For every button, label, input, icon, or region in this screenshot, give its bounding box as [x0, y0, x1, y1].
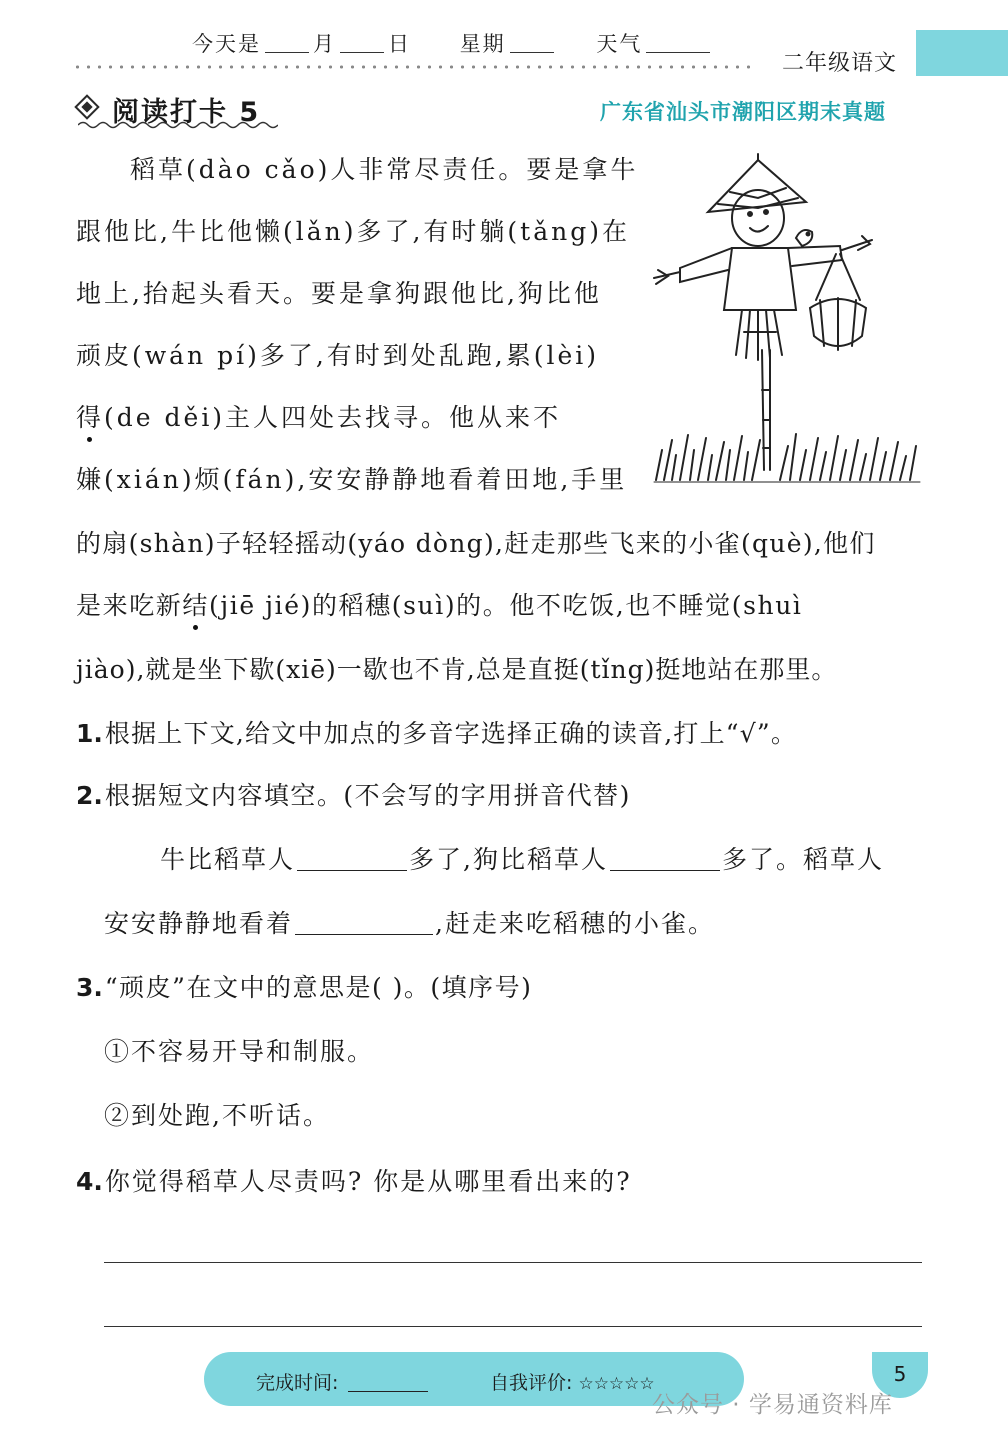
passage-line: 嫌(xián)烦(fán),安安静静地看着田地,手里: [76, 465, 628, 494]
completion-time-label: 完成时间:: [256, 1372, 339, 1394]
question-number: 2.: [76, 781, 103, 810]
passage-line: 稻草(dào cǎo)人非常尽责任。要是拿牛: [130, 155, 639, 184]
passage-line-rest: (de děi)主人四处去找寻。他从来不: [104, 403, 562, 432]
date-line: [192, 28, 714, 58]
polyphonic-char-jie: 结: [182, 591, 210, 620]
passage-line: jiào),就是坐下歇(xiē)一歇也不肯,总是直挺(tǐng)挺地站在那里。: [76, 655, 838, 684]
option-1[interactable]: ①不容易开导和制服。: [104, 1037, 375, 1066]
day-label: 日: [388, 32, 411, 56]
answer-blank[interactable]: [295, 934, 433, 935]
fill-text: 安安静静地看着: [104, 909, 294, 938]
diamond-icon: [74, 94, 99, 119]
fill-text: 多了,狗比稻草人: [409, 845, 608, 874]
weather-blank[interactable]: [646, 52, 710, 53]
today-label: 今天是: [192, 32, 261, 56]
completion-time: [256, 1368, 430, 1395]
passage-line: 跟他比,牛比他懒(lǎn)多了,有时躺(tǎng)在: [76, 217, 630, 246]
month-label: 月: [313, 32, 336, 56]
question-1: [76, 718, 797, 750]
passage-line: 的扇(shàn)子轻轻摇动(yáo dòng),赶走那些飞来的小雀(què),他们: [76, 529, 876, 558]
wavy-underline: [78, 120, 278, 130]
fill-text: 牛比稻草人: [160, 845, 296, 874]
question-text: 根据上下文,给文中加点的多音字选择正确的读音,打上“√”。: [104, 719, 798, 748]
question-text: “顽皮”在文中的意思是( )。(填序号): [104, 973, 533, 1002]
weekday-blank[interactable]: [510, 52, 554, 53]
question-3: [76, 972, 532, 1004]
answer-blank[interactable]: [610, 870, 720, 871]
passage-line-a: 是来吃新: [76, 591, 183, 620]
polyphonic-char-de: 得: [76, 403, 105, 432]
page-number: 5: [893, 1362, 907, 1386]
scarecrow-illustration: [650, 150, 925, 490]
grade-label: 二年级语文: [780, 46, 907, 77]
fill-line-1: [160, 844, 884, 876]
answer-line[interactable]: [104, 1326, 922, 1327]
fill-line-2: [104, 908, 715, 940]
completion-time-blank[interactable]: [348, 1391, 428, 1392]
fill-text: ,赶走来吃稻穗的小雀。: [435, 909, 715, 938]
month-blank[interactable]: [265, 52, 309, 53]
weather-label: 天气: [596, 32, 643, 56]
passage-line: [76, 402, 561, 434]
weekday-label: 星期: [459, 32, 506, 56]
question-2: [76, 780, 631, 812]
fill-text: 多了。稻草人: [721, 845, 884, 874]
passage-line: [76, 590, 803, 622]
watermark: 公众号 · 学易通资料库: [652, 1392, 893, 1418]
grade-tab: [916, 30, 1008, 76]
passage-line-b: (jiē jié)的稻穗(suì)的。他不吃饭,也不睡觉(shuì: [209, 591, 803, 620]
source-label: 广东省汕头市潮阳区期末真题: [600, 100, 886, 124]
dotted-divider: [72, 64, 752, 70]
question-text: 你觉得稻草人尽责吗? 你是从哪里看出来的?: [104, 1167, 632, 1196]
day-blank[interactable]: [340, 52, 384, 53]
answer-blank[interactable]: [297, 870, 407, 871]
star-rating-icon[interactable]: ☆☆☆☆☆: [578, 1374, 655, 1394]
passage-line: 地上,抬起头看天。要是拿狗跟他比,狗比他: [76, 279, 602, 308]
question-number: 4.: [76, 1167, 103, 1196]
question-number: 3.: [76, 973, 103, 1002]
option-2[interactable]: ②到处跑,不听话。: [104, 1101, 330, 1130]
question-4: [76, 1166, 632, 1198]
self-evaluation-label: 自我评价:: [490, 1372, 573, 1394]
self-evaluation: [490, 1368, 655, 1395]
passage-line: 顽皮(wán pí)多了,有时到处乱跑,累(lèi): [76, 341, 600, 370]
section-title: 阅读打卡 5: [112, 97, 261, 128]
question-text: 根据短文内容填空。(不会写的字用拼音代替): [104, 781, 631, 810]
answer-line[interactable]: [104, 1262, 922, 1263]
question-number: 1.: [76, 719, 103, 748]
